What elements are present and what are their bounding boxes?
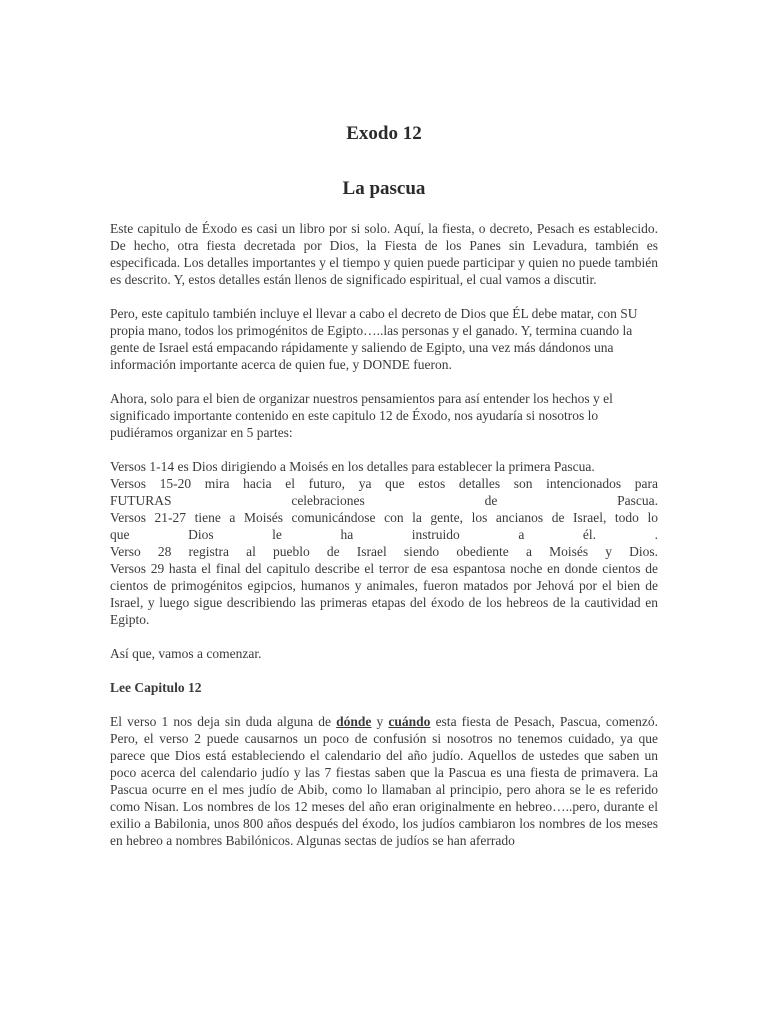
paragraph-organize: Ahora, solo para el bien de organizar nuestros pensamientos para así entender los hechos y el significado importante contenido en este capitulo 12 de Éxodo, nos ayudaría si nosotros lo pudiéramos organizar en 5 partes: <box>110 391 613 440</box>
calendar-text-between: y <box>371 714 389 729</box>
calendar-text-rest: esta fiesta de Pesach, Pascua, comenzó. Pero, el verso 2 puede causarnos un poco de confusión si nosotros no tenemos cuidado, ya que parece que Dios está estableciendo el calendario del año judío. Aquellos de ustedes que saben un poco acerca del calendario judío y las 7 fiestas saben que la Pascua es una fiesta de primavera. La Pascua ocurre en el mes judío de Abib, como lo llamaban al principio, pero ahora se le es referido como Nisan. Los nombres de los 12 meses del año eran originalmente en hebreo…..pero, durante el exilio a Babilonia, unos 800 años después del éxodo, los judíos cambiaron los nombres de los meses en hebreo a nombres Babilónicos. Algunas sectas de judíos se han aferrado <box>110 714 659 848</box>
verse-outline <box>110 458 658 628</box>
emphasis-donde: dónde <box>336 714 372 729</box>
document-body <box>110 220 658 866</box>
section-heading: Lee Capitulo 12 <box>110 680 202 695</box>
document-subtitle: La pascua <box>342 178 426 199</box>
paragraph-closing: Así que, vamos a comenzar. <box>110 646 262 661</box>
verse-item-4: Verso 28 registra al pueblo de Israel siendo obediente a Moisés y Dios. <box>110 544 658 559</box>
paragraph-intro: Este capitulo de Éxodo es casi un libro por si solo. Aquí, la fiesta, o decreto, Pesach es establecido. De hecho, otra fiesta decretada por Dios, la Fiesta de los Panes sin Levadura, también es especificada. Los detalles importantes y el tiempo y quien puede participar y quien no puede también es descrito. Y, estos detalles están llenos de significado espiritual, el cual vamos a discutir. <box>110 221 658 287</box>
verse-item-1: Versos 1-14 es Dios dirigiendo a Moisés en los detalles para establecer la primera Pascua. <box>110 459 595 474</box>
document-title: Exodo 12 <box>346 123 422 144</box>
verse-item-2a: Versos 15-20 mira hacia el futuro, ya que estos detalles son intencionados para <box>110 476 658 491</box>
calendar-text-start: El verso 1 nos deja sin duda alguna de <box>110 714 337 729</box>
paragraph-decree: Pero, este capitulo también incluye el llevar a cabo el decreto de Dios que ÉL debe matar, con SU propia mano, todos los primogénitos de Egipto…..las personas y el ganado. Y, termina cuando la gente de Israel está empacando rápidamente y saliendo de Egipto, una vez más dándonos una información importante acerca de quien fue, y DONDE fueron. <box>110 306 638 372</box>
emphasis-cuando: cuándo <box>388 714 431 729</box>
verse-item-3a: Versos 21-27 tiene a Moisés comunicándose con la gente, los ancianos de Israel, todo lo <box>110 510 658 525</box>
verse-item-2b: FUTURAS celebraciones de Pascua. <box>110 493 658 508</box>
verse-item-5: Versos 29 hasta el final del capitulo describe el terror de esa espantosa noche en donde cientos de cientos de primogénitos egipcios, humanos y animales, fueron matados por Jehová por el bien de Israel, y luego sigue describiendo las primeras etapas del éxodo de los hebreos de la cautividad en Egipto. <box>110 561 658 627</box>
verse-item-3b: que Dios le ha instruido a él. . <box>110 527 658 542</box>
paragraph-calendar <box>110 713 658 849</box>
